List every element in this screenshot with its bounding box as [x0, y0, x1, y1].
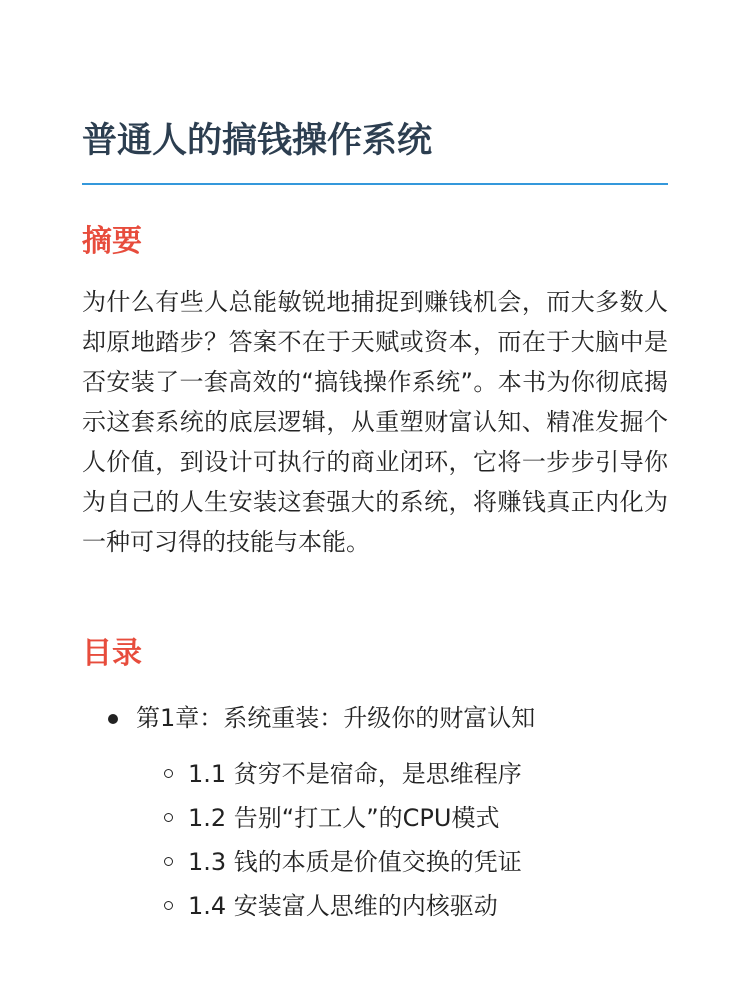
- toc-chapter-label: 第1章：系统重装：升级你的财富认知: [136, 704, 536, 732]
- bullet-circle-icon: [164, 769, 173, 778]
- toc-section-label: 1.1 贫穷不是宿命，是思维程序: [188, 760, 522, 788]
- title-divider: [82, 183, 668, 185]
- toc-section-label: 1.2 告别“打工人”的CPU模式: [188, 804, 500, 832]
- abstract-heading: 摘要: [82, 224, 142, 259]
- bullet-circle-icon: [164, 901, 173, 910]
- bullet-disc-icon: [108, 714, 118, 724]
- toc-section-label: 1.3 钱的本质是价值交换的凭证: [188, 848, 522, 876]
- bullet-circle-icon: [164, 813, 173, 822]
- document-title: 普通人的搞钱操作系统: [82, 121, 433, 161]
- toc-section-label: 1.4 安装富人思维的内核驱动: [188, 892, 498, 920]
- toc-heading: 目录: [82, 636, 142, 671]
- bullet-circle-icon: [164, 857, 173, 866]
- abstract-paragraph: 为什么有些人总能敏锐地捕捉到赚钱机会，而大多数人却原地踏步？答案不在于天赋或资本，而在于大脑中是否安装了一套高效的“搞钱操作系统”。本书为你彻底揭示这套系统的底层逻辑，从重塑财富认知、精准发掘个人价值，到设计可执行的商业闭环，它将一步步引导你为自己的人生安装这套强大的系统，将赚钱真正内化为一种可习得的技能与本能。: [82, 288, 668, 556]
